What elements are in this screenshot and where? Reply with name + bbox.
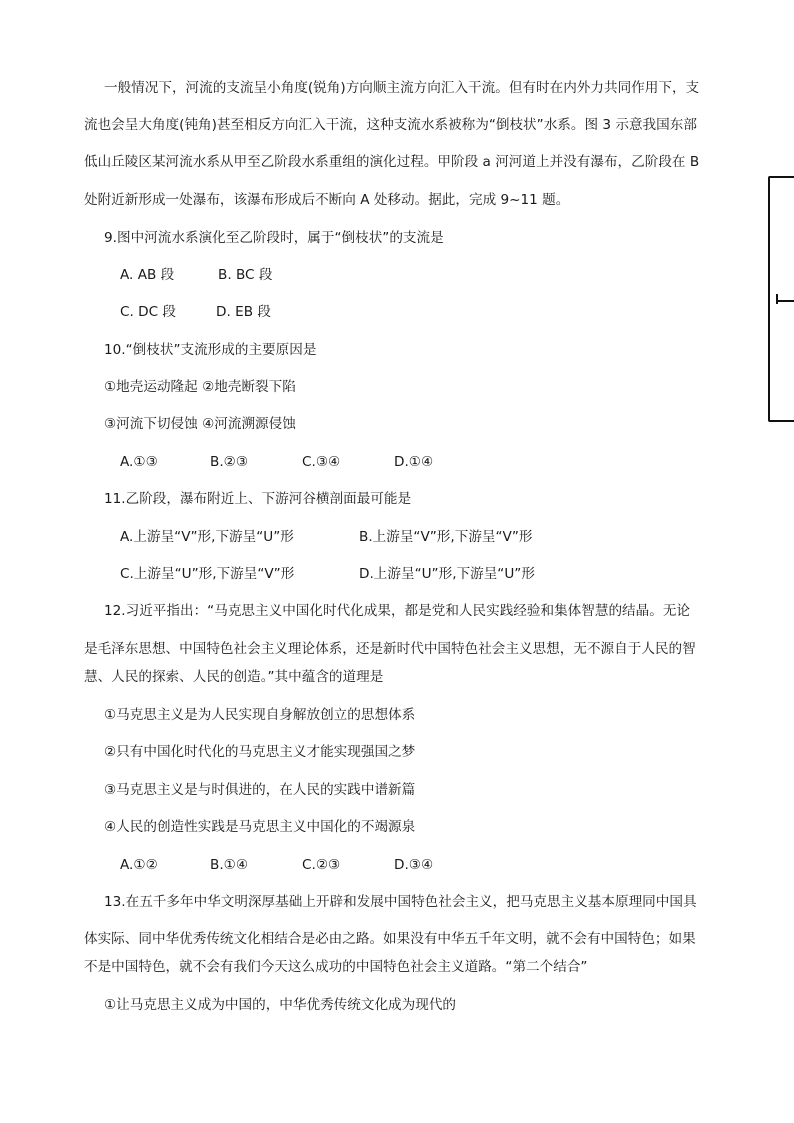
q11-stem: 11.乙阶段，瀑布附近上、下游河谷横剖面最可能是 [104,491,412,507]
q12-option-b: B.①④ [210,857,249,873]
q11-option-b: B.上游呈“V”形,下游呈“V”形 [359,529,533,545]
q12-option-a: A.①② [120,857,158,873]
intro-line-4: 处附近新形成一处瀑布，该瀑布形成后不断向 A 处移动。据此，完成 9~11 题。 [84,192,570,208]
q13-stem-line-2: 体实际、同中华优秀传统文化相结合是必由之路。如果没有中华五千年文明，就不会有中国特色；如果 [84,931,696,947]
q12-option-d: D.③④ [394,857,434,873]
intro-line-3: 低山丘陵区某河流水系从甲至乙阶段水系重组的演化过程。甲阶段 a 河河道上并没有瀑布，乙阶段在 B [84,154,700,170]
q12-stem-line-1: 12.习近平指出：“马克思主义中国化时代化成果，都是党和人民实践经验和集体智慧的结晶。无论 [104,603,691,619]
q12-option-c: C.②③ [302,857,341,873]
q10-statements-2: ③河流下切侵蚀 ④河流溯源侵蚀 [104,416,296,432]
figure-mark [776,300,794,302]
q11-option-c: C.上游呈“U”形,下游呈“V”形 [120,566,295,582]
q13-stem-line-3: 不是中国特色，就不会有我们今天这么成功的中国特色社会主义道路。“第二个结合” [84,959,588,975]
q10-statements-1: ①地壳运动隆起 ②地壳断裂下陷 [104,379,296,395]
q9-option-b: B. BC 段 [218,267,273,283]
q10-option-d: D.①④ [394,454,434,470]
q13-statement-1: ①让马克思主义成为中国的，中华优秀传统文化成为现代的 [104,997,457,1013]
q12-statement-1: ①马克思主义是为人民实现自身解放创立的思想体系 [104,707,416,723]
q12-statement-2: ②只有中国化时代化的马克思主义才能实现强国之梦 [104,744,416,760]
q10-option-b: B.②③ [210,454,249,470]
q11-option-a: A.上游呈“V”形,下游呈“U”形 [120,529,294,545]
q11-option-d: D.上游呈“U”形,下游呈“U”形 [359,566,535,582]
figure-frame-edge [768,176,794,422]
q9-option-a: A. AB 段 [120,267,175,283]
q13-stem-line-1: 13.在五千多年中华文明深厚基础上开辟和发展中国特色社会主义，把马克思主义基本原理同中国具 [104,894,697,910]
q9-stem: 9.图中河流水系演化至乙阶段时，属于“倒枝状”的支流是 [104,230,444,246]
q12-statement-3: ③马克思主义是与时俱进的，在人民的实践中谱新篇 [104,782,416,798]
q12-stem-line-3: 慧、人民的探索、人民的创造。”其中蕴含的道理是 [84,669,384,685]
q12-statement-4: ④人民的创造性实践是马克思主义中国化的不竭源泉 [104,819,416,835]
intro-line-1: 一般情况下，河流的支流呈小角度(锐角)方向顺主流方向汇入干流。但有时在内外力共同作用下，支 [104,80,700,96]
intro-line-2: 流也会呈大角度(钝角)甚至相反方向汇入干流，这种支流水系被称为“倒枝状”水系。图 3 示意我国东部 [84,117,697,133]
q9-option-c: C. DC 段 [120,304,177,320]
figure-mark-stem [776,294,778,304]
q10-stem: 10.“倒枝状”支流形成的主要原因是 [104,342,317,358]
q9-option-d: D. EB 段 [216,304,271,320]
q10-option-c: C.③④ [302,454,341,470]
q12-stem-line-2: 是毛泽东思想、中国特色社会主义理论体系，还是新时代中国特色社会主义思想，无不源自于人民的智 [84,641,696,657]
q10-option-a: A.①③ [120,454,158,470]
